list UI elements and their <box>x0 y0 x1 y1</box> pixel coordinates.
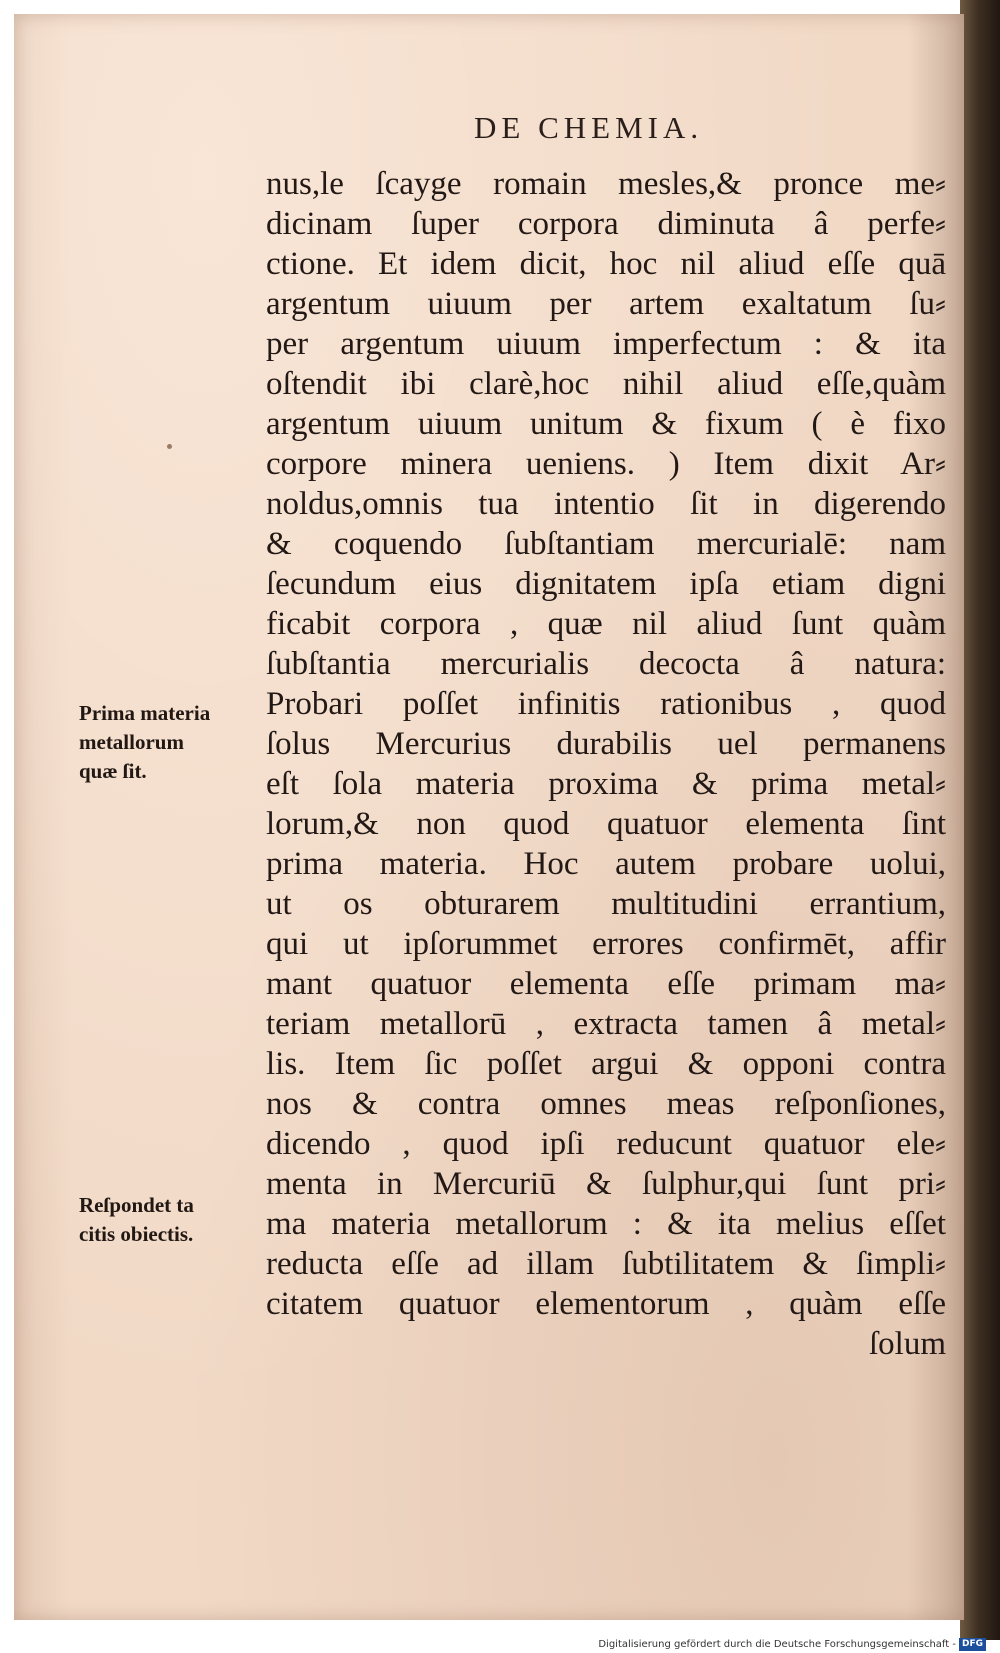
body-text <box>266 164 946 1364</box>
text-line: prima materia. Hoc autem probare uolui, <box>266 846 946 882</box>
text-line: nus,le ſcayge romain mesles,& pronce me⸗ <box>266 166 946 202</box>
paper-speck <box>167 444 172 449</box>
text-line: ut os obturarem multitudini errantium, <box>266 886 946 922</box>
text-line: eſt ſola materia proxima & prima metal⸗ <box>266 766 946 802</box>
text-line: ſolus Mercurius durabilis uel permanens <box>266 726 946 762</box>
text-line: ſubſtantia mercurialis decocta â natura: <box>266 646 946 682</box>
text-line: ma materia metallorum : & ita melius eſſet <box>266 1206 946 1242</box>
text-line: mant quatuor elementa eſſe primam ma⸗ <box>266 966 946 1002</box>
text-line: ſecundum eius dignitatem ipſa etiam digni <box>266 566 946 602</box>
text-line: dicendo , quod ipſi reducunt quatuor ele⸗ <box>266 1126 946 1162</box>
text-line: argentum uiuum per artem exaltatum ſu⸗ <box>266 286 946 322</box>
marginal-note-line: Prima materia <box>79 701 211 725</box>
text-line: teriam metallorū , extracta tamen â metal⸗ <box>266 1006 946 1042</box>
catchword: ſolum <box>868 1326 946 1362</box>
book-edge <box>960 0 1000 1640</box>
marginal-note-prima-materia <box>79 699 259 786</box>
text-line: oſtendit ibi clarè,hoc nihil aliud eſſe,quàm <box>266 366 946 402</box>
text-line: citatem quatuor elementorum , quàm eſſe <box>266 1286 946 1322</box>
text-line: reducta eſſe ad illam ſubtilitatem & ſimpli⸗ <box>266 1246 946 1282</box>
text-line: noldus,omnis tua intentio ſit in digerendo <box>266 486 946 522</box>
marginal-note-respondet <box>79 1191 259 1249</box>
text-line: argentum uiuum unitum & fixum ( è fixo <box>266 406 946 442</box>
credit-text: Digitalisierung gefördert durch die Deutsche Forschungsgemeinschaft - <box>598 1639 956 1650</box>
marginal-note-line: citis obiectis. <box>79 1222 194 1246</box>
marginal-note-line: metallorum <box>79 730 184 754</box>
text-line: nos & contra omnes meas reſponſiones, <box>266 1086 946 1122</box>
dfg-logo: DFG <box>959 1638 986 1651</box>
text-line: ficabit corpora , quæ nil aliud ſunt quàm <box>266 606 946 642</box>
text-line: per argentum uiuum imperfectum : & ita <box>266 326 946 362</box>
text-line: lorum,& non quod quatuor elementa ſint <box>266 806 946 842</box>
text-line: & coquendo ſubſtantiam mercurialē: nam <box>266 526 946 562</box>
marginal-note-line: quæ ſit. <box>79 759 147 783</box>
digitization-credit <box>598 1638 986 1651</box>
text-line: lis. Item ſic poſſet argui & opponi contra <box>266 1046 946 1082</box>
text-line: ctione. Et idem dicit, hoc nil aliud eſſe quā <box>266 246 946 282</box>
text-line: Probari poſſet infinitis rationibus , quod <box>266 686 946 722</box>
book-page <box>14 14 964 1620</box>
running-head: DE CHEMIA. <box>474 110 704 145</box>
text-line: menta in Mercuriū & ſulphur,qui ſunt pri⸗ <box>266 1166 946 1202</box>
text-line: qui ut ipſorummet errores confirmēt, affir <box>266 926 946 962</box>
marginal-note-line: Reſpondet ta <box>79 1193 194 1217</box>
text-line: dicinam ſuper corpora diminuta â perfe⸗ <box>266 206 946 242</box>
text-line: corpore minera ueniens. ) Item dixit Ar⸗ <box>266 446 946 482</box>
